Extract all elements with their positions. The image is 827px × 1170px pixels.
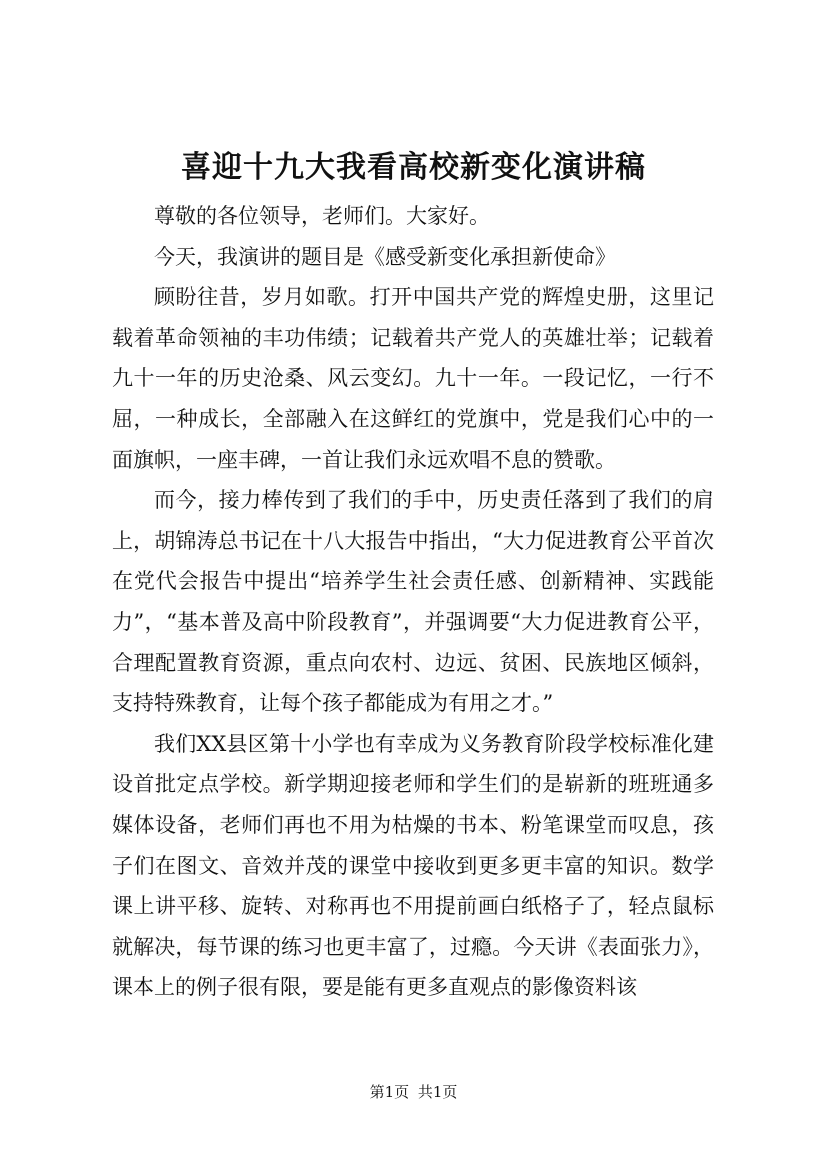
paragraph-responsibility: 而今，接力棒传到了我们的手中，历史责任落到了我们的肩上，胡锦涛总书记在十八大报告中指出，“大力促进教育公平首次在党代会报告中提出“培养学生社会责任感、创新精神、实践能力”，“基本普及高中阶段教育”，并强调要“大力促进教育公平，合理配置教育资源，重点向农村、边远、贫困、民族地区倾斜，支持特殊教育，让每个孩子都能成为有用之才。”	[112, 488, 714, 716]
total-pages: 共1页	[417, 1083, 458, 1101]
page-footer	[0, 1082, 827, 1102]
page-number: 第1页	[369, 1083, 410, 1101]
paragraph-greeting: 尊敬的各位领导，老师们。大家好。	[154, 204, 490, 228]
paragraph-history: 顾盼往昔，岁月如歌。打开中国共产党的辉煌史册，这里记载着革命领袖的丰功伟绩；记载着共产党人的英雄壮举；记载着九十一年的历史沧桑、风云变幻。九十一年。一段记忆，一行不屈，一种成长，全部融入在这鲜红的党旗中，党是我们心中的一面旗帜，一座丰碑，一首让我们永远欢唱不息的赞歌。	[112, 285, 714, 472]
paragraph-topic: 今天，我演讲的题目是《感受新变化承担新使命》	[154, 244, 616, 269]
paragraph-school: 我们XX县区第十小学也有幸成为义务教育阶段学校标准化建设首批定点学校。新学期迎接老师和学生们的是崭新的班班通多媒体设备，老师们再也不用为枯燥的书本、粉笔课堂而叹息，孩子们在图文、音效并茂的课堂中接收到更多更丰富的知识。数学课上讲平移、旋转、对称再也不用提前画白纸格子了，轻点鼠标就解决，每节课的练习也更丰富了，过瘾。今天讲《表面张力》，课本上的例子很有限，要是能有更多直观点的影像资料该	[112, 731, 714, 1000]
page-title: 喜迎十九大我看高校新变化演讲稿	[181, 150, 646, 185]
document-body	[112, 196, 714, 1008]
